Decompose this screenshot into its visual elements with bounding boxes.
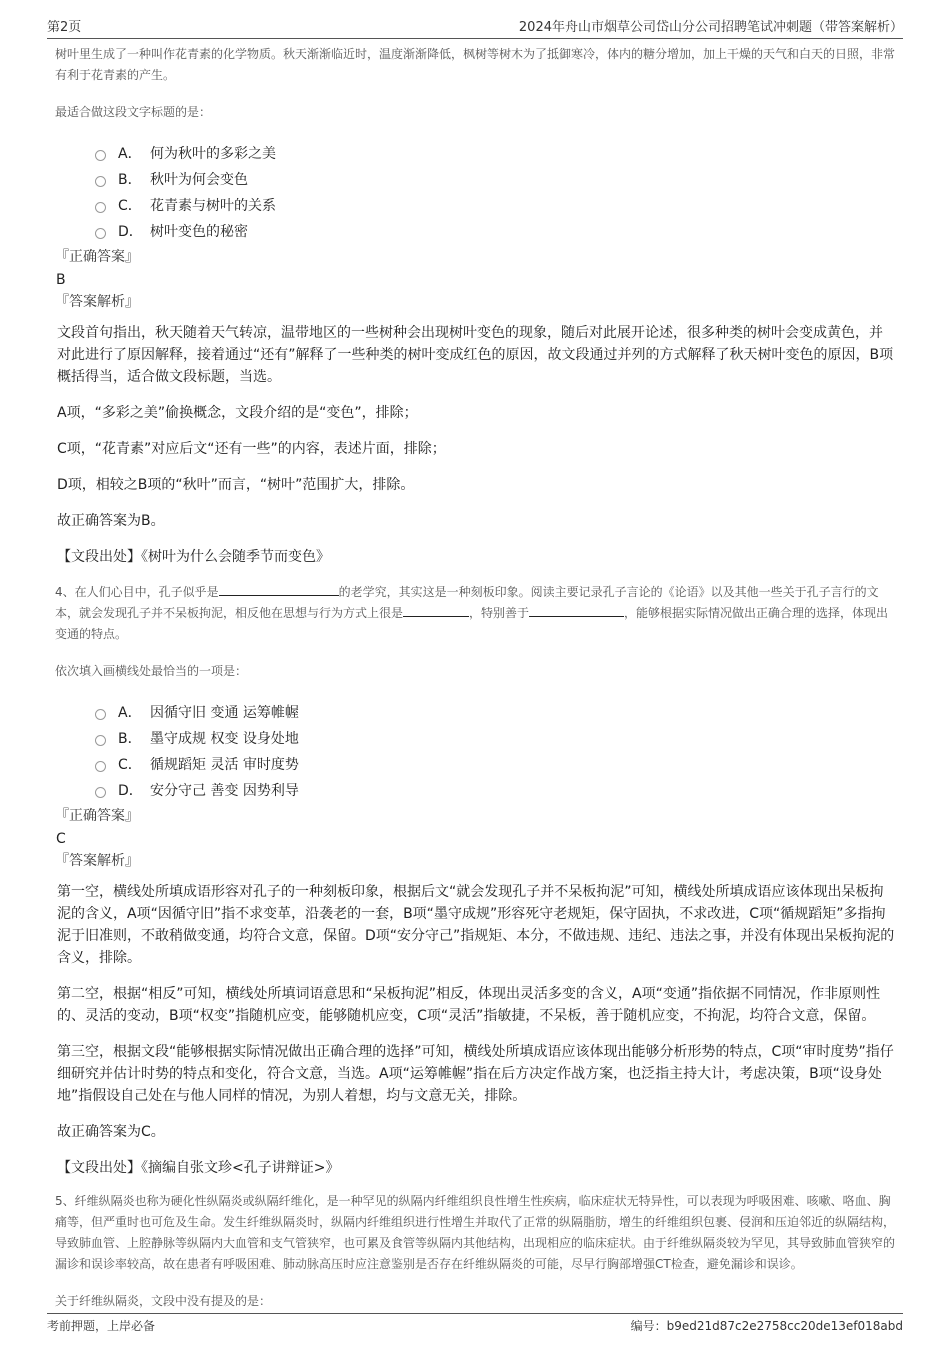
radio-icon[interactable] (95, 761, 106, 772)
q4-analysis (57, 881, 895, 1143)
q4-answer-label: 『正确答案』 (55, 808, 139, 824)
q3-analysis-para: C项，“花青素”对应后文“还有一些”的内容，表述片面，排除； (57, 441, 446, 457)
document-id: 编号：b9ed21d87c2e2758cc20de13ef018abd (630, 1319, 903, 1333)
q4-options (95, 699, 895, 803)
q3-analysis-para: D项，相较之B项的“秋叶”而言，“树叶”范围扩大，排除。 (57, 477, 415, 493)
q4-option-d[interactable]: D． 安分守己 善变 因势利导 (95, 777, 895, 803)
q4-analysis-para: 第一空，横线处所填成语形容对孔子的一种刻板印象，根据后文“就会发现孔子并不呆板拘泥”可知，横线处所填成语应该体现出呆板拘泥的含义，A项“因循守旧”指不求变革，沿袭老的一套，B项“墨守成规”形容死守老规矩，保守固执，不求改进，C项“循规蹈矩”多指拘泥于旧准则，不敢稍做变通，均符合文意，保留。D项“安分守己”指规矩、本分，不做违规、违纪、违法之事，并没有体现出呆板拘泥的含义，排除。 (57, 884, 895, 966)
blank-1 (219, 583, 339, 596)
q3-prompt: 最适合做这段文字标题的是： (55, 105, 212, 119)
q4-stem: 4、在人们心目中，孔子似乎是 的老学究，其实这是一种刻板印象。阅读主要记录孔子言论的《论语》以及其他一些关于孔子言行的文本，就会发现孔子并不呆板拘泥，相反他在思想与行为方式上很是 ，特别善于 ，能够根据实际情况做出正确合理的选择，体现出变通的特点。 (55, 585, 889, 641)
q3-source: 【文段出处】《树叶为什么会随季节而变色》 (57, 549, 330, 565)
footer-slogan: 考前押题，上岸必备 (47, 1319, 156, 1333)
q3-option-c[interactable]: C． 花青素与树叶的关系 (95, 192, 895, 218)
q3-analysis-label: 『答案解析』 (55, 294, 139, 310)
radio-icon[interactable] (95, 150, 106, 161)
q4-option-c[interactable]: C． 循规蹈矩 灵活 审时度势 (95, 751, 895, 777)
q4-prompt: 依次填入画横线处最恰当的一项是： (55, 664, 248, 678)
blank-2 (403, 604, 469, 617)
radio-icon[interactable] (95, 202, 106, 213)
radio-icon[interactable] (95, 709, 106, 720)
page-number: 第2页 (47, 20, 82, 35)
q5-stem: 5、纤维纵隔炎也称为硬化性纵隔炎或纵隔纤维化，是一种罕见的纵隔内纤维组织良性增生性疾病，临床症状无特异性，可以表现为呼吸困难、咳嗽、咯血、胸痛等，但严重时也可危及生命。发生纤维纵隔炎时，纵隔内纤维组织进行性增生并取代了正常的纵隔脂肪，增生的纤维组织包裹、侵润和压迫邻近的纵隔结构，导致肺血管、上腔静脉等纵隔内大血管和支气管狭窄，也可累及食管等纵隔内其他结构，出现相应的临床症状。由于纤维纵隔炎较为罕见，其导致肺血管狭窄的漏诊和误诊率较高，故在患者有呼吸困难、肺动脉高压时应注意鉴别是否存在纤维纵隔炎的可能，尽早行胸部增强CT检查，避免漏诊和误诊。 (55, 1194, 896, 1271)
q3-analysis-para: 故正确答案为B。 (57, 513, 165, 529)
radio-icon[interactable] (95, 176, 106, 187)
q4-option-a[interactable]: A． 因循守旧 变通 运筹帷幄 (95, 699, 895, 725)
radio-icon[interactable] (95, 228, 106, 239)
q3-option-a[interactable]: A． 何为秋叶的多彩之美 (95, 140, 895, 166)
q4-analysis-label: 『答案解析』 (55, 853, 139, 869)
q3-options (95, 140, 895, 244)
q4-analysis-para: 第二空，根据“相反”可知，横线处所填词语意思和“呆板拘泥”相反，体现出灵活多变的含义，A项“变通”指依据不同情况，作非原则性的、灵活的变动，B项“权变”指随机应变，能够随机应变，C项“灵活”指敏捷，不呆板，善于随机应变，不拘泥，均符合文意，保留。 (57, 986, 881, 1024)
q3-passage-tail: 树叶里生成了一种叫作花青素的化学物质。秋天渐渐临近时，温度渐渐降低，枫树等树木为了抵御寒冷，体内的糖分增加，加上干燥的天气和白天的日照，非常有利于花青素的产生。 (55, 47, 896, 82)
q3-option-d[interactable]: D． 树叶变色的秘密 (95, 218, 895, 244)
q3-analysis-para: 文段首句指出，秋天随着天气转凉，温带地区的一些树种会出现树叶变色的现象，随后对此展开论述，很多种类的树叶会变成黄色，并对此进行了原因解释，接着通过“还有”解释了一些种类的树叶变成红色的原因，故文段通过并列的方式解释了秋天树叶变色的原因，B项概括得当，适合做文段标题，当选。 (57, 325, 894, 385)
q3-answer: B (56, 272, 66, 288)
page-footer (47, 1313, 903, 1338)
page-header (47, 14, 903, 39)
q4-analysis-para: 第三空，根据文段“能够根据实际情况做出正确合理的选择”可知，横线处所填成语应该体现出能够分析形势的特点，C项“审时度势”指仔细研究并估计时势的特点和变化，符合文意，当选。A项“运筹帷幄”指在后方决定作战方案，也泛指主持大计，考虑决策，B项“设身处地”指假设自己处在与他人同样的情况，为别人着想，均与文意无关，排除。 (57, 1044, 894, 1104)
radio-icon[interactable] (95, 787, 106, 798)
q3-answer-label: 『正确答案』 (55, 249, 139, 265)
q5-prompt: 关于纤维纵隔炎，文段中没有提及的是： (55, 1294, 272, 1308)
q3-option-b[interactable]: B． 秋叶为何会变色 (95, 166, 895, 192)
q4-analysis-para: 故正确答案为C。 (57, 1124, 165, 1140)
q3-analysis-para: A项，“多彩之美”偷换概念，文段介绍的是“变色”，排除； (57, 405, 418, 421)
q4-source: 【文段出处】《摘编自张文珍<孔子讲辩证>》 (57, 1160, 340, 1176)
document-body (55, 44, 895, 1329)
blank-3 (529, 604, 624, 617)
q4-option-b[interactable]: B． 墨守成规 权变 设身处地 (95, 725, 895, 751)
q3-analysis (57, 322, 895, 532)
radio-icon[interactable] (95, 735, 106, 746)
document-title: 2024年舟山市烟草公司岱山分公司招聘笔试冲刺题（带答案解析） (518, 20, 903, 35)
q4-answer: C (56, 831, 66, 847)
